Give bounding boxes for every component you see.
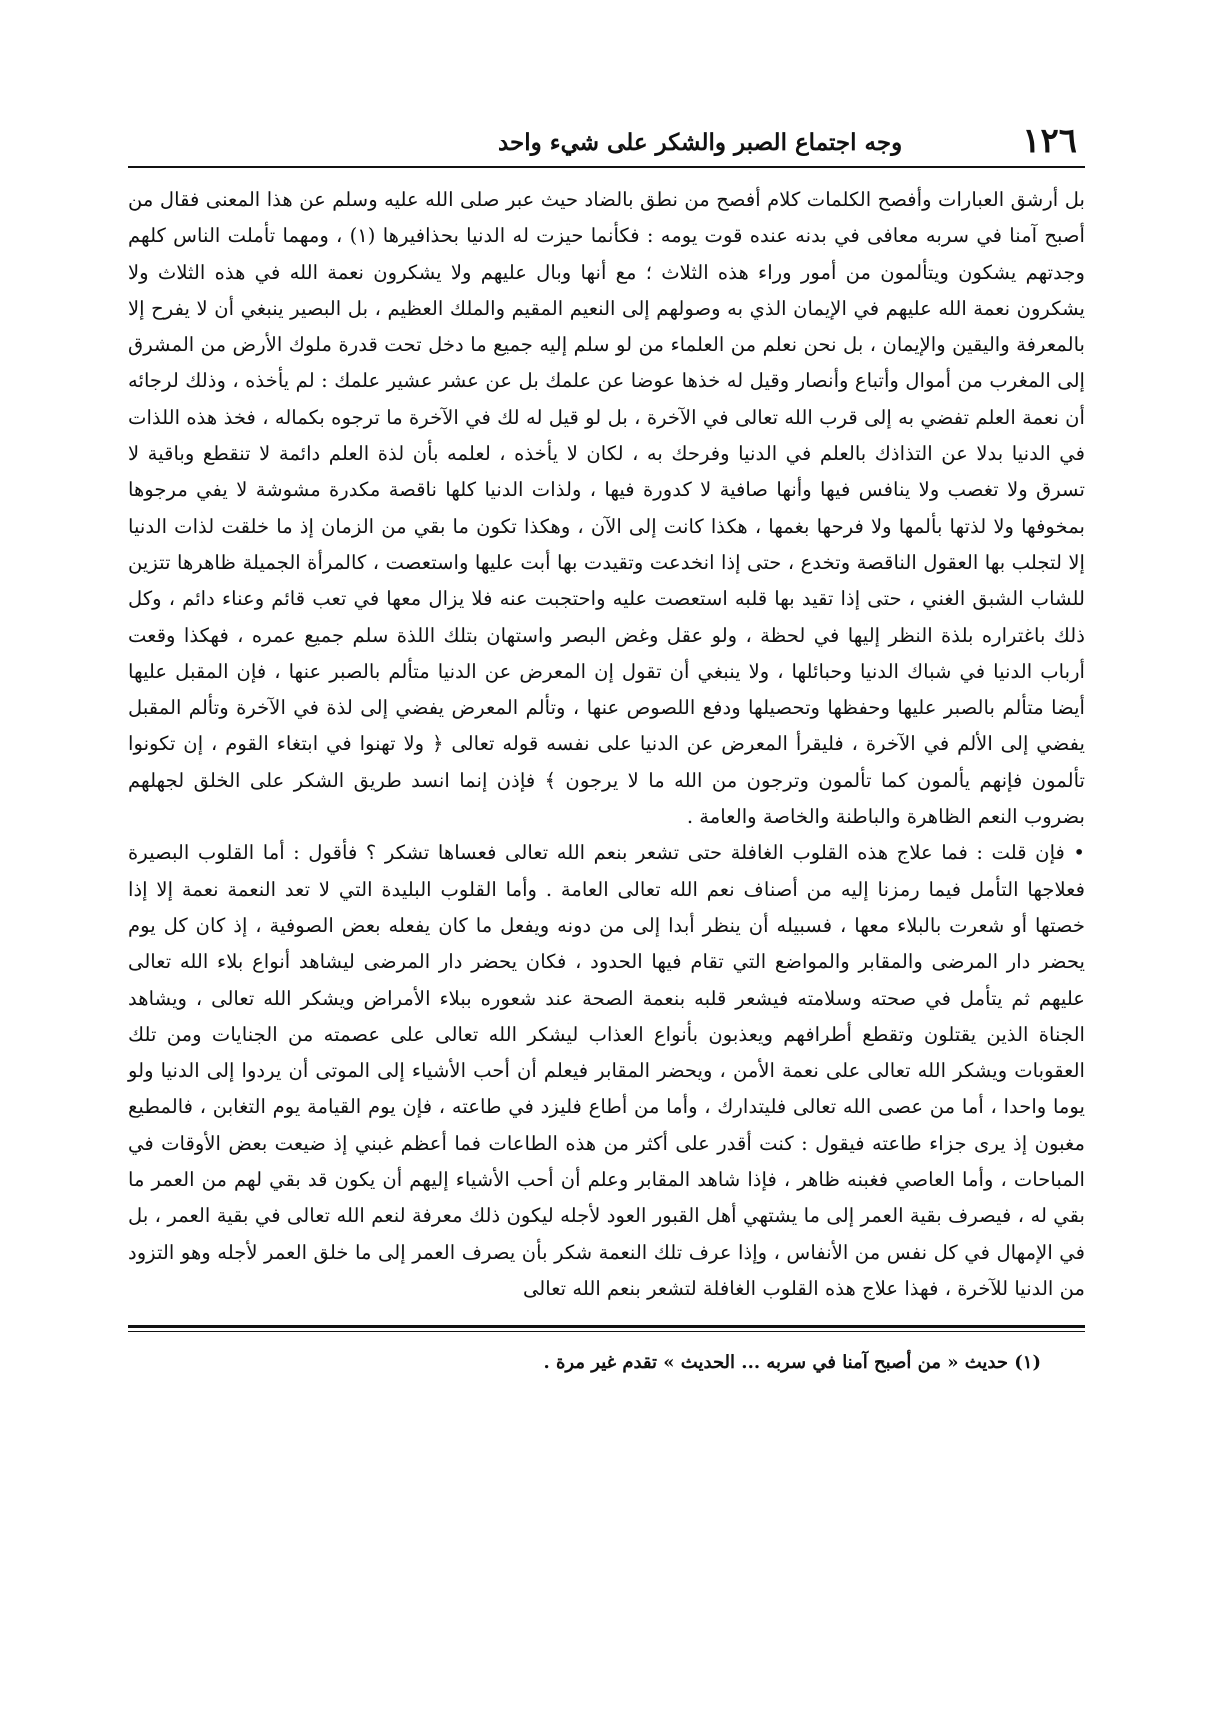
footnote-rule-thin (128, 1331, 1085, 1332)
page-number: ١٢٦ (1022, 121, 1077, 161)
header-rule (128, 166, 1085, 168)
running-title: وجه اجتماع الصبر والشكر على شيء واحد (497, 129, 903, 156)
footnote: (١) حديث « من أصبح آمنا في سربه ... الحديث » تقدم غير مرة . (543, 1352, 1041, 1374)
footnote-rule (128, 1325, 1085, 1328)
paragraph-1: بل أرشق العبارات وأفصح الكلمات كلام أفصح من نطق بالضاد حيث عبر صلى الله عليه وسلم عن هذا المعنى فقال من أصبح آمنا في سربه معافى في بدنه عنده قوت يومه : فكأنما حيزت له الدنيا بحذافيرها (١) ، ومهما تأملت الناس كلهم وجدتهم يشكون ويتألمون من أمور وراء هذه الثلاث ؛ مع أنها وبال عليهم ولا يشكرون نعمة الله في هذه الثلاث ولا يشكرون نعمة الله عليهم في الإيمان الذي به وصولهم إلى النعيم المقيم والملك العظيم ، بل البصير ينبغي أن لا يفرح إلا بالمعرفة واليقين والإيمان ، بل نحن نعلم من العلماء من لو سلم إليه جميع ما دخل تحت قدرة ملوك الأرض من المشرق إلى المغرب من أموال وأتباع وأنصار وقيل له خذها عوضا عن علمك بل عن عشر عشير علمك : لم يأخذه ، وذلك لرجائه أن نعمة العلم تفضي به إلى قرب الله تعالى في الآخرة ، بل لو قيل له لك في الآخرة ما ترجوه بكماله ، فخذ هذه اللذات في الدنيا بدلا عن التذاذك بالعلم في الدنيا وفرحك به ، لكان لا يأخذه ، لعلمه بأن لذة العلم دائمة لا تنقطع وباقية لا تسرق ولا تغصب ولا ينافس فيها وأنها صافية لا كدورة فيها ، ولذات الدنيا كلها ناقصة مكدرة مشوشة لا يفي مرجوها بمخوفها ولا لذتها بألمها ولا فرحها بغمها ، هكذا كانت إلى الآن ، وهكذا تكون ما بقي من الزمان إذ ما خلقت لذات الدنيا إلا لتجلب بها العقول الناقصة وتخدع ، حتى إذا انخدعت وتقيدت بها أبت عليها واستعصت ، كالمرأة الجميلة ظاهرها تتزين للشاب الشبق الغني ، حتى إذا تقيد بها قلبه استعصت عليه واحتجبت عنه فلا يزال معها في تعب قائم وعناء دائم ، وكل ذلك باغتراره بلذة النظر إليها في لحظة ، ولو عقل وغض البصر واستهان بتلك اللذة سلم جميع عمره ، فهكذا وقعت أرباب الدنيا في شباك الدنيا وحبائلها ، ولا ينبغي أن تقول إن المعرض عن الدنيا متألم بالصبر عنها ، فإن المقبل عليها أيضا متألم بالصبر عليها وحفظها وتحصيلها ودفع اللصوص عنها ، وتألم المعرض يفضي إلى لذة في الآخرة وتألم المقبل يفضي إلى الألم في الآخرة ، فليقرأ المعرض عن الدنيا على نفسه قوله تعالى ﴿ ولا تهنوا في ابتغاء القوم ، إن تكونوا تألمون فإنهم يألمون كما تألمون وترجون من الله ما لا يرجون ﴾ فإذن إنما انسد طريق الشكر على الخلق لجهلهم بضروب النعم الظاهرة والباطنة والخاصة والعامة . (128, 188, 1085, 829)
page-header (128, 112, 1085, 161)
paragraph-2: • فإن قلت : فما علاج هذه القلوب الغافلة حتى تشعر بنعم الله تعالى فعساها تشكر ؟ فأقول : أما القلوب البصيرة فعلاجها التأمل فيما رمزنا إليه من أصناف نعم الله تعالى العامة . وأما القلوب البليدة التي لا تعد النعمة نعمة إلا إذا خصتها أو شعرت بالبلاء معها ، فسبيله أن ينظر أبدا إلى من دونه ويفعل ما كان يفعله بعض الصوفية ، إذ كان كل يوم يحضر دار المرضى والمقابر والمواضع التي تقام فيها الحدود ، فكان يحضر دار المرضى ليشاهد أنواع بلاء الله تعالى عليهم ثم يتأمل في صحته وسلامته فيشعر قلبه بنعمة الصحة عند شعوره ببلاء الأمراض ويشكر الله تعالى ، ويشاهد الجناة الذين يقتلون وتقطع أطرافهم ويعذبون بأنواع العذاب ليشكر الله تعالى على عصمته من الجنايات ومن تلك العقوبات ويشكر الله تعالى على نعمة الأمن ، ويحضر المقابر فيعلم أن أحب الأشياء إلى الموتى أن يردوا إلى الدنيا ولو يوما واحدا ، أما من عصى الله تعالى فليتدارك ، وأما من أطاع فليزد في طاعته ، فإن يوم القيامة يوم التغابن ، فالمطيع مغبون إذ يرى جزاء طاعته فيقول : كنت أقدر على أكثر من هذه الطاعات فما أعظم غبني إذ ضيعت بعض الأوقات في المباحات ، وأما العاصي فغبنه ظاهر ، فإذا شاهد المقابر وعلم أن أحب الأشياء إليهم أن يكون قد بقي لهم من العمر ما بقي له ، فيصرف بقية العمر إلى ما يشتهي أهل القبور العود لأجله ليكون ذلك معرفة لنعم الله تعالى في بقية العمر ، بل في الإمهال في كل نفس من الأنفاس ، وإذا عرف تلك النعمة شكر بأن يصرف العمر إلى ما خلق العمر لأجله وهو التزود من الدنيا للآخرة ، فهذا علاج هذه القلوب الغافلة لتشعر بنعم الله تعالى (128, 841, 1085, 1300)
body-text (128, 182, 1085, 1307)
